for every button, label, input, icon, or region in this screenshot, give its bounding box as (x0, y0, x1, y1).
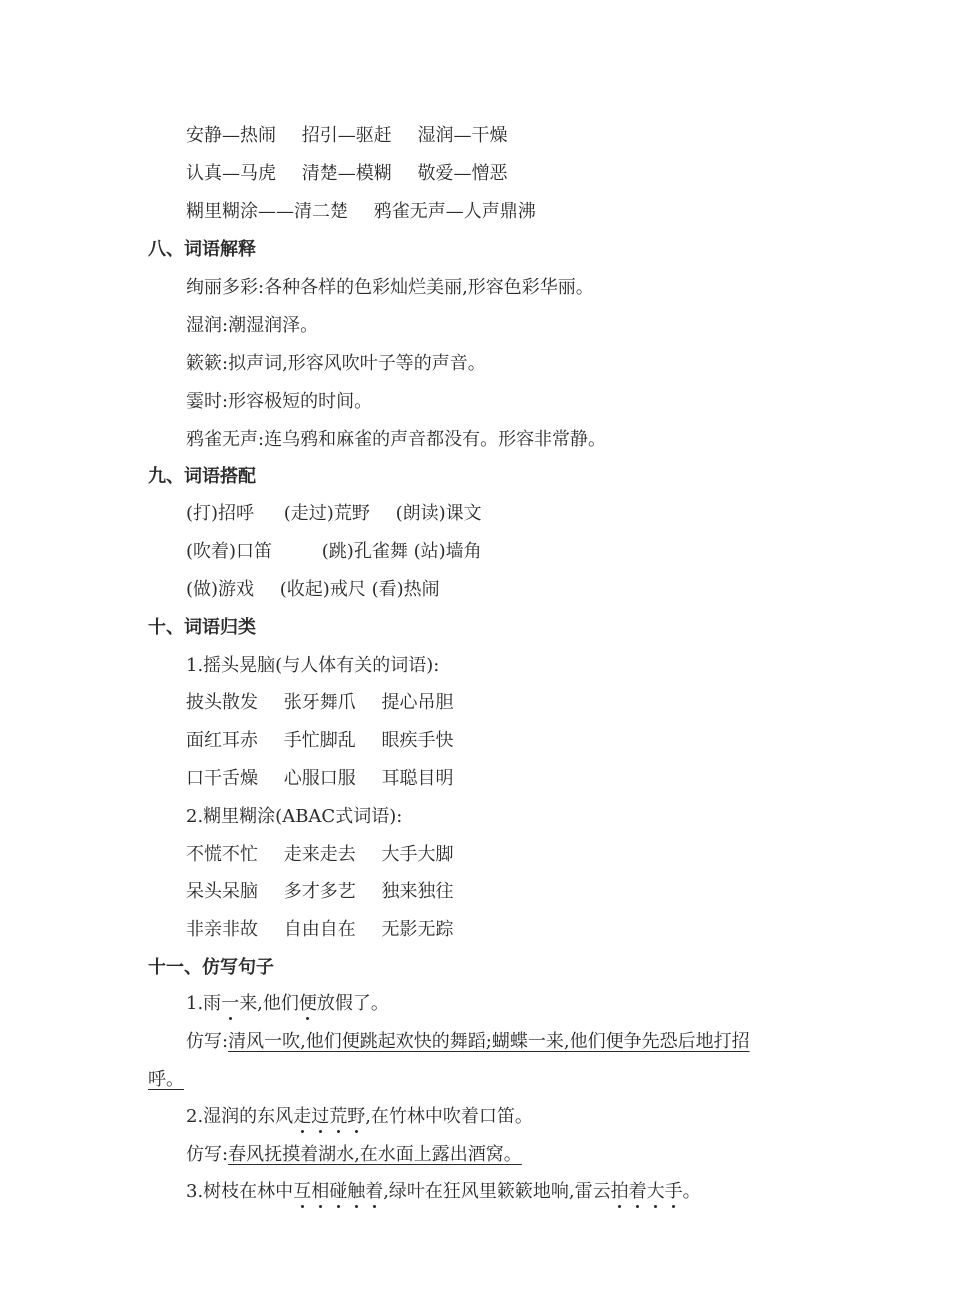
imitation-answer: 清风一吹,他们便跳起欢快的舞蹈;蝴蝶一来,他们便争先恐后地打招 (228, 1031, 750, 1052)
antonym-pair: 认真—马虎 (186, 163, 276, 184)
emphasis-char: 荒 (329, 1106, 348, 1127)
sentence-text: 。 (682, 1181, 701, 1202)
collocation: (跳)孔雀舞 (321, 541, 408, 562)
subheading-2: 2.糊里糊涂(ABAC式词语): (186, 806, 403, 827)
definition-item: 绚丽多彩:各种各样的色彩灿烂美丽,形容色彩华丽。 (186, 277, 594, 298)
emphasis-char: 互 (293, 1181, 312, 1202)
word: 张牙舞爪 (283, 692, 356, 713)
collocation: (做)游戏 (186, 579, 255, 600)
word: 走来走去 (283, 844, 356, 865)
emphasis-char: 便 (298, 993, 317, 1014)
collocation: (走过)荒野 (283, 503, 370, 524)
emphasis-char: 野 (347, 1106, 366, 1127)
word-group-row (186, 843, 453, 867)
sentence-text: 来,他们 (239, 993, 299, 1014)
definition-item: 簌簌:拟声词,形容风吹叶子等的声音。 (186, 353, 486, 374)
imitation-answer: 呼。 (148, 1069, 184, 1090)
sentence-text: 1.雨 (186, 993, 222, 1014)
emphasis-char: 着 (628, 1181, 647, 1202)
word-group-row (186, 691, 453, 715)
antonym-row-3 (186, 200, 536, 224)
imitation-label: 仿写: (186, 1031, 229, 1052)
word: 披头散发 (186, 692, 258, 713)
word: 非亲非故 (186, 919, 258, 940)
emphasis-char: 过 (311, 1106, 330, 1127)
emphasis-char: 走 (293, 1106, 312, 1127)
word-group-row (186, 767, 453, 791)
emphasis-char: 相 (311, 1181, 330, 1202)
collocation: (打)招呼 (186, 503, 255, 524)
word: 独来独往 (381, 881, 454, 902)
sentence-text: ,绿叶在狂风里簌簌地响,雷云 (383, 1181, 611, 1202)
antonym-pair: 鸦雀无声—人声鼎沸 (373, 201, 536, 222)
collocation-row-3 (186, 578, 440, 602)
emphasis-char: 触 (347, 1181, 366, 1202)
antonym-pair: 湿润—干燥 (417, 125, 508, 146)
antonym-pair: 清楚—模糊 (301, 163, 392, 184)
word: 心服口服 (283, 768, 356, 789)
word: 口干舌燥 (186, 768, 258, 789)
antonym-row-2 (186, 162, 507, 186)
definition-item: 鸦雀无声:连乌鸦和麻雀的声音都没有。形容非常静。 (186, 429, 607, 450)
subheading-1: 1.摇头晃脑(与人体有关的词语): (186, 655, 440, 676)
sentence-text: 放假了。 (316, 993, 389, 1014)
imitation-1 (186, 1030, 750, 1054)
word: 耳聪目明 (381, 768, 454, 789)
emphasis-char: 大 (646, 1181, 665, 1202)
word-group-row (186, 918, 453, 942)
antonym-pair: 敬爱—憎恶 (417, 163, 508, 184)
definition-item: 霎时:形容极短的时间。 (186, 391, 373, 412)
word: 提心吊胆 (381, 692, 454, 713)
imitation-2 (186, 1143, 522, 1167)
word: 呆头呆脑 (186, 881, 258, 902)
word: 不慌不忙 (186, 844, 258, 865)
word-group-row (186, 880, 453, 904)
section-heading-10: 十、词语归类 (148, 617, 256, 638)
example-sentence-2 (186, 1105, 533, 1129)
collocation: (收起)戒尺 (279, 579, 366, 600)
word: 自由自在 (283, 919, 356, 940)
sentence-text: ,在竹林中吹着口笛。 (365, 1106, 533, 1127)
antonym-pair: 安静—热闹 (186, 125, 276, 146)
emphasis-char: 碰 (329, 1181, 348, 1202)
word: 大手大脚 (381, 844, 454, 865)
section-heading-8: 八、词语解释 (148, 239, 256, 260)
word: 手忙脚乱 (283, 730, 356, 751)
section-heading-9: 九、词语搭配 (148, 466, 256, 487)
imitation-answer: 春风抚摸着湖水,在水面上露出酒窝。 (228, 1144, 522, 1165)
word: 多才多艺 (283, 881, 356, 902)
antonym-row-1 (186, 124, 507, 148)
word: 无影无踪 (381, 919, 454, 940)
emphasis-char: 一 (221, 993, 240, 1014)
collocation-row-1 (186, 502, 482, 526)
example-sentence-3 (186, 1180, 701, 1204)
antonym-pair: 招引—驱赶 (301, 125, 392, 146)
imitation-label: 仿写: (186, 1144, 229, 1165)
emphasis-char: 手 (664, 1181, 683, 1202)
sentence-text: 2.湿润的东风 (186, 1106, 294, 1127)
section-heading-11: 十一、仿写句子 (148, 957, 274, 978)
definition-item: 湿润:潮湿润泽。 (186, 315, 319, 336)
collocation-row-2 (186, 540, 482, 564)
collocation: (朗读)课文 (395, 503, 482, 524)
word: 眼疾手快 (381, 730, 454, 751)
imitation-1-continued (148, 1068, 184, 1092)
example-sentence-1 (186, 992, 389, 1016)
word-group-row (186, 729, 453, 753)
collocation: (吹着)口笛 (186, 541, 273, 562)
collocation: (站)墙角 (413, 541, 482, 562)
emphasis-char: 拍 (610, 1181, 629, 1202)
emphasis-char: 着 (365, 1181, 384, 1202)
collocation: (看)热闹 (371, 579, 440, 600)
antonym-pair: 糊里糊涂——清二楚 (186, 201, 348, 222)
sentence-text: 3.树枝在林中 (186, 1181, 294, 1202)
word: 面红耳赤 (186, 730, 258, 751)
